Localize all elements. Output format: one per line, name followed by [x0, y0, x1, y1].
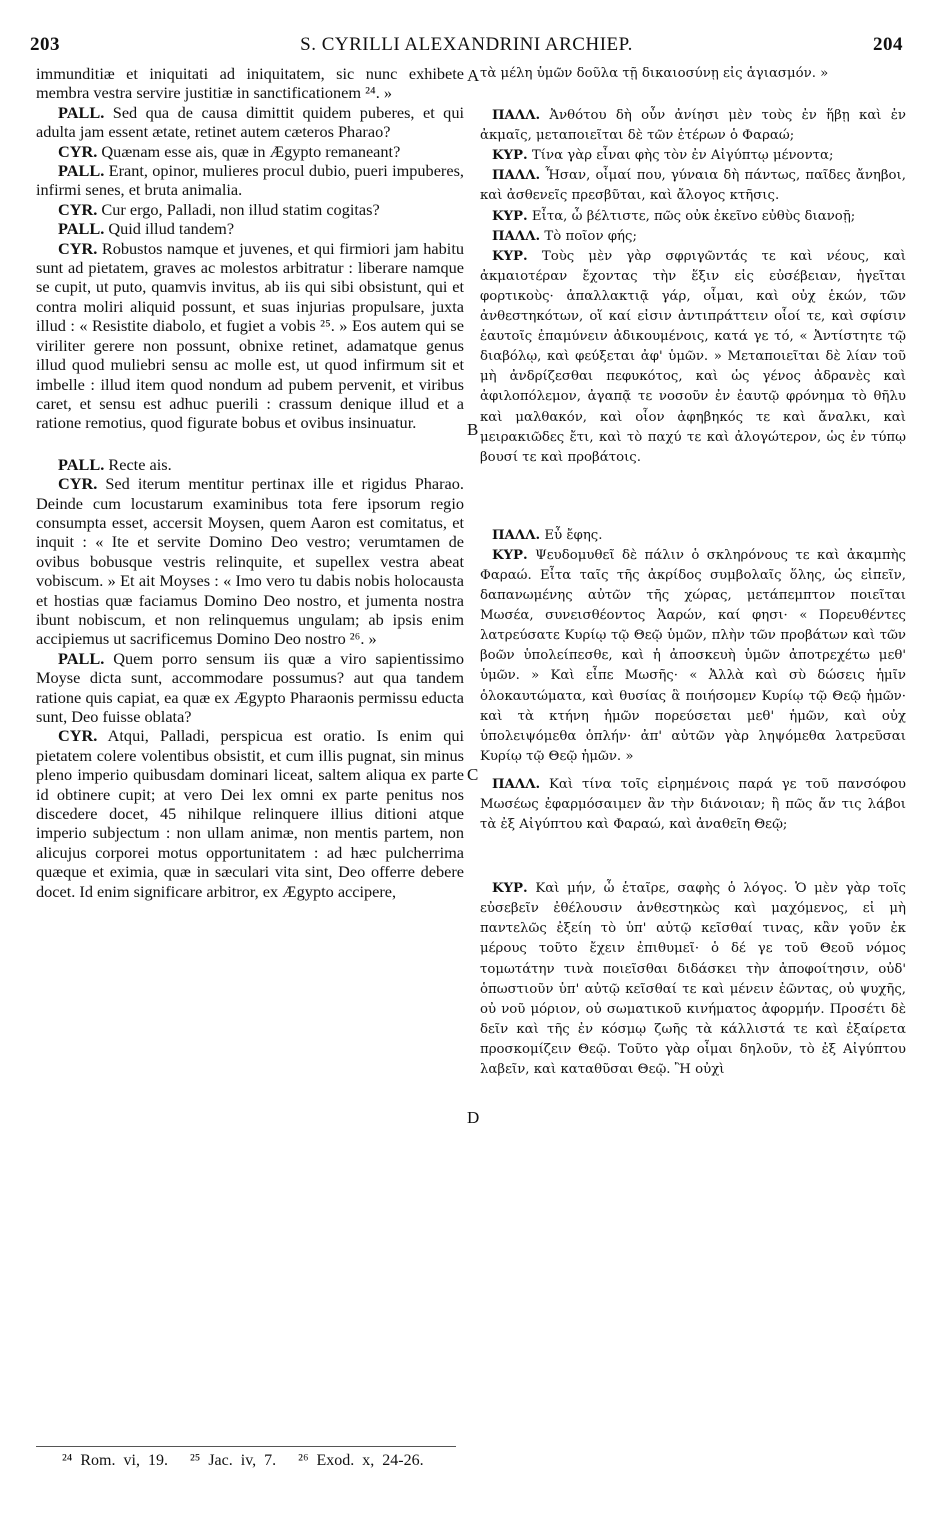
speaker-label: ΠΑΛΛ.: [492, 527, 541, 543]
paragraph: PALL. Quid illud tandem?: [58, 219, 235, 239]
paragraph: ΚΥΡ. Εἶτα, ὦ βέλτιστε, πῶς οὐκ ἐκεῖνο εὐθὺς διανοῇ;: [492, 208, 856, 224]
paragraph: PALL. Sed qua de causa dimittit quidem puberes, et qui adulta jam essent ætate, retinet autem cæteros Pharao?: [36, 102, 464, 142]
speaker-label: ΚΥΡ.: [492, 208, 528, 224]
speaker-label: ΠΑΛΛ.: [492, 168, 541, 184]
paragraph: ΠΑΛΛ. Εὖ ἔφης.: [492, 527, 603, 543]
section-marker-c: C: [467, 765, 479, 784]
paragraph: ΚΥΡ. Τίνα γὰρ εἶναι φὴς τὸν ἐν Αἰγύπτῳ μένοντα;: [492, 148, 834, 164]
speaker-label: ΚΥΡ.: [492, 248, 528, 264]
paragraph: CYR. Atqui, Palladi, perspicua est oratio. Is enim qui pietatem colere volentibus obsistit, et cum illis pugnat, sin minus pleno imperio quibusdam dominari liceat, saltem aliqua ex parte id obtinere cupit; at vero Dei lex omni ex parte penitus nos discedere docet, 45 nihilque relinquere illius ditioni atque imperio subjectum : non ullam animæ, non mentis partem, non alicujus corporei motus opportunitatem : ad hæc pulcherrima quæque et eximia, quæ in sæculari vita sint, Deo offerre debere docet. Id enim significare arbitror, ex Ægypto accipere,: [36, 726, 465, 901]
speaker-label: CYR.: [58, 238, 98, 258]
speaker-label: ΠΑΛΛ.: [492, 228, 541, 244]
section-marker-b: B: [467, 420, 479, 439]
paragraph: immunditiæ et iniquitati ad iniquitatem, sic nunc exhibete membra vestra servire justitiæ in sanctificationem ²⁴. »: [36, 64, 464, 103]
speaker-label: PALL.: [58, 219, 105, 239]
speaker-label: CYR.: [58, 474, 98, 494]
speaker-label: ΠΑΛΛ.: [492, 776, 541, 792]
speaker-label: PALL.: [58, 454, 105, 474]
speaker-label: CYR.: [58, 199, 98, 219]
paragraph: PALL. Erant, opinor, mulieres procul dubio, pueri impuberes, infirmi senes, et bruta animalia.: [36, 161, 464, 200]
paragraph: CYR. Cur ergo, Palladi, non illud statim cogitas?: [58, 199, 380, 219]
paragraph: τὰ μέλη ὑμῶν δοῦλα τῇ δικαιοσύνῃ εἰς ἁγιασμόν. »: [480, 66, 829, 81]
speaker-label: PALL.: [58, 161, 105, 181]
footnote: ²⁴ Rom. vi, 19.: [62, 1452, 168, 1469]
speaker-label: ΚΥΡ.: [492, 148, 528, 164]
footnotes: [62, 1452, 438, 1470]
paragraph: ΚΥΡ. Τοὺς μὲν γὰρ σφριγῶντάς τε καὶ νέους, καὶ ἀκμαιοτέραν ἔχοντας τὴν ἕξιν εἰς εὐσέβειαν, ἡγεῖται φορτικοὺς· ἀπαλλακτιᾷ γάρ, οἶμαι, καὶ οὐχ ἑκών, τῶν ἀνθεστηκότων, οἵ καί εἰσιν ἀντιπράττειν οἷοί τε, καὶ σφίσιν ἑαυτοῖς ἐπαμύνειν ἀδικουμένοις, κατά γε τό, « Ἀντίστητε τῷ διαβόλῳ, καὶ φεύξεται ἀφ' ὑμῶν. » Μεταποιεῖται δὲ λίαν τοῦ μὴ ἀνδρίζεσθαι πεφυκότος, καὶ ὡς γένος ἀδρανὲς καὶ ἀφιλοπόλεμον, ἀγαπᾷ τε νοσοῦν ἐν ἑαυτῷ φρόνημα τὸ θῆλυ καὶ μαλθακόν, καὶ οἷον ἀφηβηκός τε καὶ ἄναλκι, καὶ μειρακιῶδες ἔτι, καὶ τὸ παχύ τε καὶ ἀλογώτερον, ὡς ἐν τύπῳ βουσί τε καὶ προβάτοις.: [480, 248, 906, 465]
paragraph: PALL. Quem porro sensum iis quæ a viro sapientissimo Moyse dicta sunt, accommodare possumus? aut qua tandem ratione quis capiat, ea quæ ex Ægypto Pharaonis permissu educta sunt, Deo fuisse oblata?: [36, 648, 464, 726]
speaker-label: CYR.: [58, 141, 98, 161]
latin-column: [36, 64, 464, 901]
paragraph: PALL. Recte ais.: [58, 454, 172, 474]
speaker-label: PALL.: [58, 102, 105, 122]
paragraph: CYR. Robustos namque et juvenes, et qui firmiori jam habitu sunt ad pietatem, graves ac molestos arbitratur : liberare namque se cupit, ut puto, quamvis invitus, ab iis qui sibi obsistunt, qui et contra moliri aliquid possunt, et suas injurias propulsare, juxta illud : « Resistite diabolo, et fugiet a vobis ²⁵. » Eos autem qui se viriliter gerere non possunt, obnixe retinet, adamatque genus illud quod muliebri sensu ac molle est, ut quod infirmum sit et imbelle : illud item quod nondum ad pubem pervenit, et viribus caret, et sensu est adhuc puerili : crassum denique illud et a ratione remotius, quod figurate bobus et ovibus insinuatur.: [36, 238, 464, 433]
section-marker-a: A: [467, 66, 480, 85]
paragraph: CYR. Sed iterum mentitur pertinax ille et rigidus Pharao. Deinde cum locustarum examinibus tota fere ipsorum regio consumpta esset, accersit Moysen, quem Aaron est comitatus, et inquit : « Ite et servite Domino Deo vestro; verumtamen de ovibus bobusque vestris relinquite, et supellex vestra abeat vobiscum. » Et ait Moyses : « Imo vero tu dabis nobis holocausta et hostias quæ faciamus Domino Deo nostro, et jumenta nostra ibunt nobiscum, et non relinquemus ungulam; ab ipsis enim accipiemus ut sacrificemus Domino Deo nostro ²⁶. »: [36, 474, 464, 649]
footnote: ²⁶ Exod. x, 24-26.: [298, 1452, 424, 1469]
page-header: [30, 34, 903, 60]
page-number-left: 203: [30, 34, 60, 55]
paragraph: ΠΑΛΛ. Καὶ τίνα τοῖς εἰρημένοις παρά γε τοῦ πανσόφου Μωσέως ἐφαρμόσαιμεν ἂν τὴν διάνοιαν; ἢ πῶς ἄν τις λάβοι τὰ ἐξ Αἰγύπτου καὶ Φαραώ, καὶ ἀναθεῖη Θεῷ;: [480, 776, 906, 833]
speaker-label: ΚΥΡ.: [492, 881, 528, 897]
paragraph: CYR. Quænam esse ais, quæ in Ægypto remaneant?: [58, 141, 401, 161]
running-title: S. CYRILLI ALEXANDRINI ARCHIEP.: [300, 34, 633, 55]
paragraph: ΠΑΛΛ. Τὸ ποῖον φής;: [492, 228, 637, 244]
speaker-label: CYR.: [58, 726, 98, 746]
speaker-label: ΚΥΡ.: [492, 547, 528, 563]
footnote-rule: [36, 1446, 456, 1447]
paragraph: ΚΥΡ. Καὶ μήν, ὦ ἑταῖρε, σαφὴς ὁ λόγος. Ὁ μὲν γὰρ τοῖς εὐσεβεῖν ἐθέλουσιν ἀνθεστηκὼς καὶ μαχόμενος, εἰ μὴ παντελῶς ἐξείη τὸ ὑπ' αὐτῷ κεῖσθαί τινας, κἂν γοῦν ἐκ μέρους τοῦτο ἔχειν ἐπιθυμεῖ· ὁ δέ γε τοῦ Θεοῦ νόμος τομωτάτην τινὰ ποιεῖσθαι διδάσκει τὴν ἀποφοίτησιν, οὐδ' ὁπωστιοῦν ὑπ' αὐτῷ κεῖσθαί τε καὶ μένειν ἐῶντας, οὐ ψυχῆς, οὐ νοῦ μόριον, οὐ σωματικοῦ κινήματος ἀφορμήν. Προσέτι δὲ δεῖν καὶ τῆς ἐν κόσμῳ ζωῆς τὰ κάλλιστά τε καὶ ἐξαίρετα προσκομίζειν Θεῷ. Τοῦτο γὰρ οἶμαι δηλοῦν, τὸ ἐξ Αἰγύπτου λαβεῖν, καὶ καταθῦσαι Θεῷ. Ἢ οὐχὶ: [480, 881, 907, 1078]
page-number-right: 204: [873, 34, 903, 55]
speaker-label: PALL.: [58, 648, 105, 668]
footnote: ²⁵ Jac. iv, 7.: [189, 1452, 277, 1469]
paragraph: ΚΥΡ. Ψευδομυθεῖ δὲ πάλιν ὁ σκληρόνους τε καὶ ἀκαμπὴς Φαραώ. Εἶτα ταῖς τῆς ἀκρίδος συμβολαῖς ὅλης, ὡς εἰπεῖν, δαπανωμένης αὐτῶν τῆς χώρας, μετάπεμπτον ποιεῖται Μωσέα, συνεισθέοντος Ἀαρών, καί φησι· « Πορευθέντες λατρεύσατε Κυρίῳ τῷ Θεῷ ὑμῶν, πλὴν τῶν προβάτων καὶ τῶν βοῶν ὑπολείπεσθε, καὶ ἡ ἀποσκευὴ ὑμῶν ἀποτρεχέτω μεθ' ὑμῶν. » Καὶ εἶπε Μωσῆς· « Ἀλλὰ καὶ σὺ δώσεις ἡμῖν ὁλοκαυτώματα, καὶ θυσίας ἃ ποιήσομεν Κυρίῳ τῷ Θεῷ ἡμῶν· καὶ τὰ κτήνη ἡμῶν πορεύσεται μεθ' ἡμῶν, καὶ οὐχ ὑπολειψόμεθα ὁπλήν· ἀπ' αὐτῶν γὰρ ληψόμεθα λατρεῦσαι Κυρίῳ τῷ Θεῷ ἡμῶν. »: [480, 547, 906, 764]
greek-column: [480, 64, 906, 1080]
paragraph: ΠΑΛΛ. Ἦσαν, οἶμαί που, γύναια δὴ πάντως, παῖδες ἄνηβοι, καὶ ἀσθενεῖς πρεσβῦται, καὶ ἄλογος κτῆσις.: [480, 168, 906, 204]
speaker-label: ΠΑΛΛ.: [492, 108, 541, 124]
paragraph: ΠΑΛΛ. Ἀνθότου δὴ οὖν ἀνίησι μὲν τοὺς ἐν ἥβῃ καὶ ἐν ἀκμαῖς, μεταποιεῖται δὲ τῶν ἑτέρων ὁ Φαραώ;: [480, 108, 907, 144]
section-marker-d: D: [467, 1108, 480, 1127]
